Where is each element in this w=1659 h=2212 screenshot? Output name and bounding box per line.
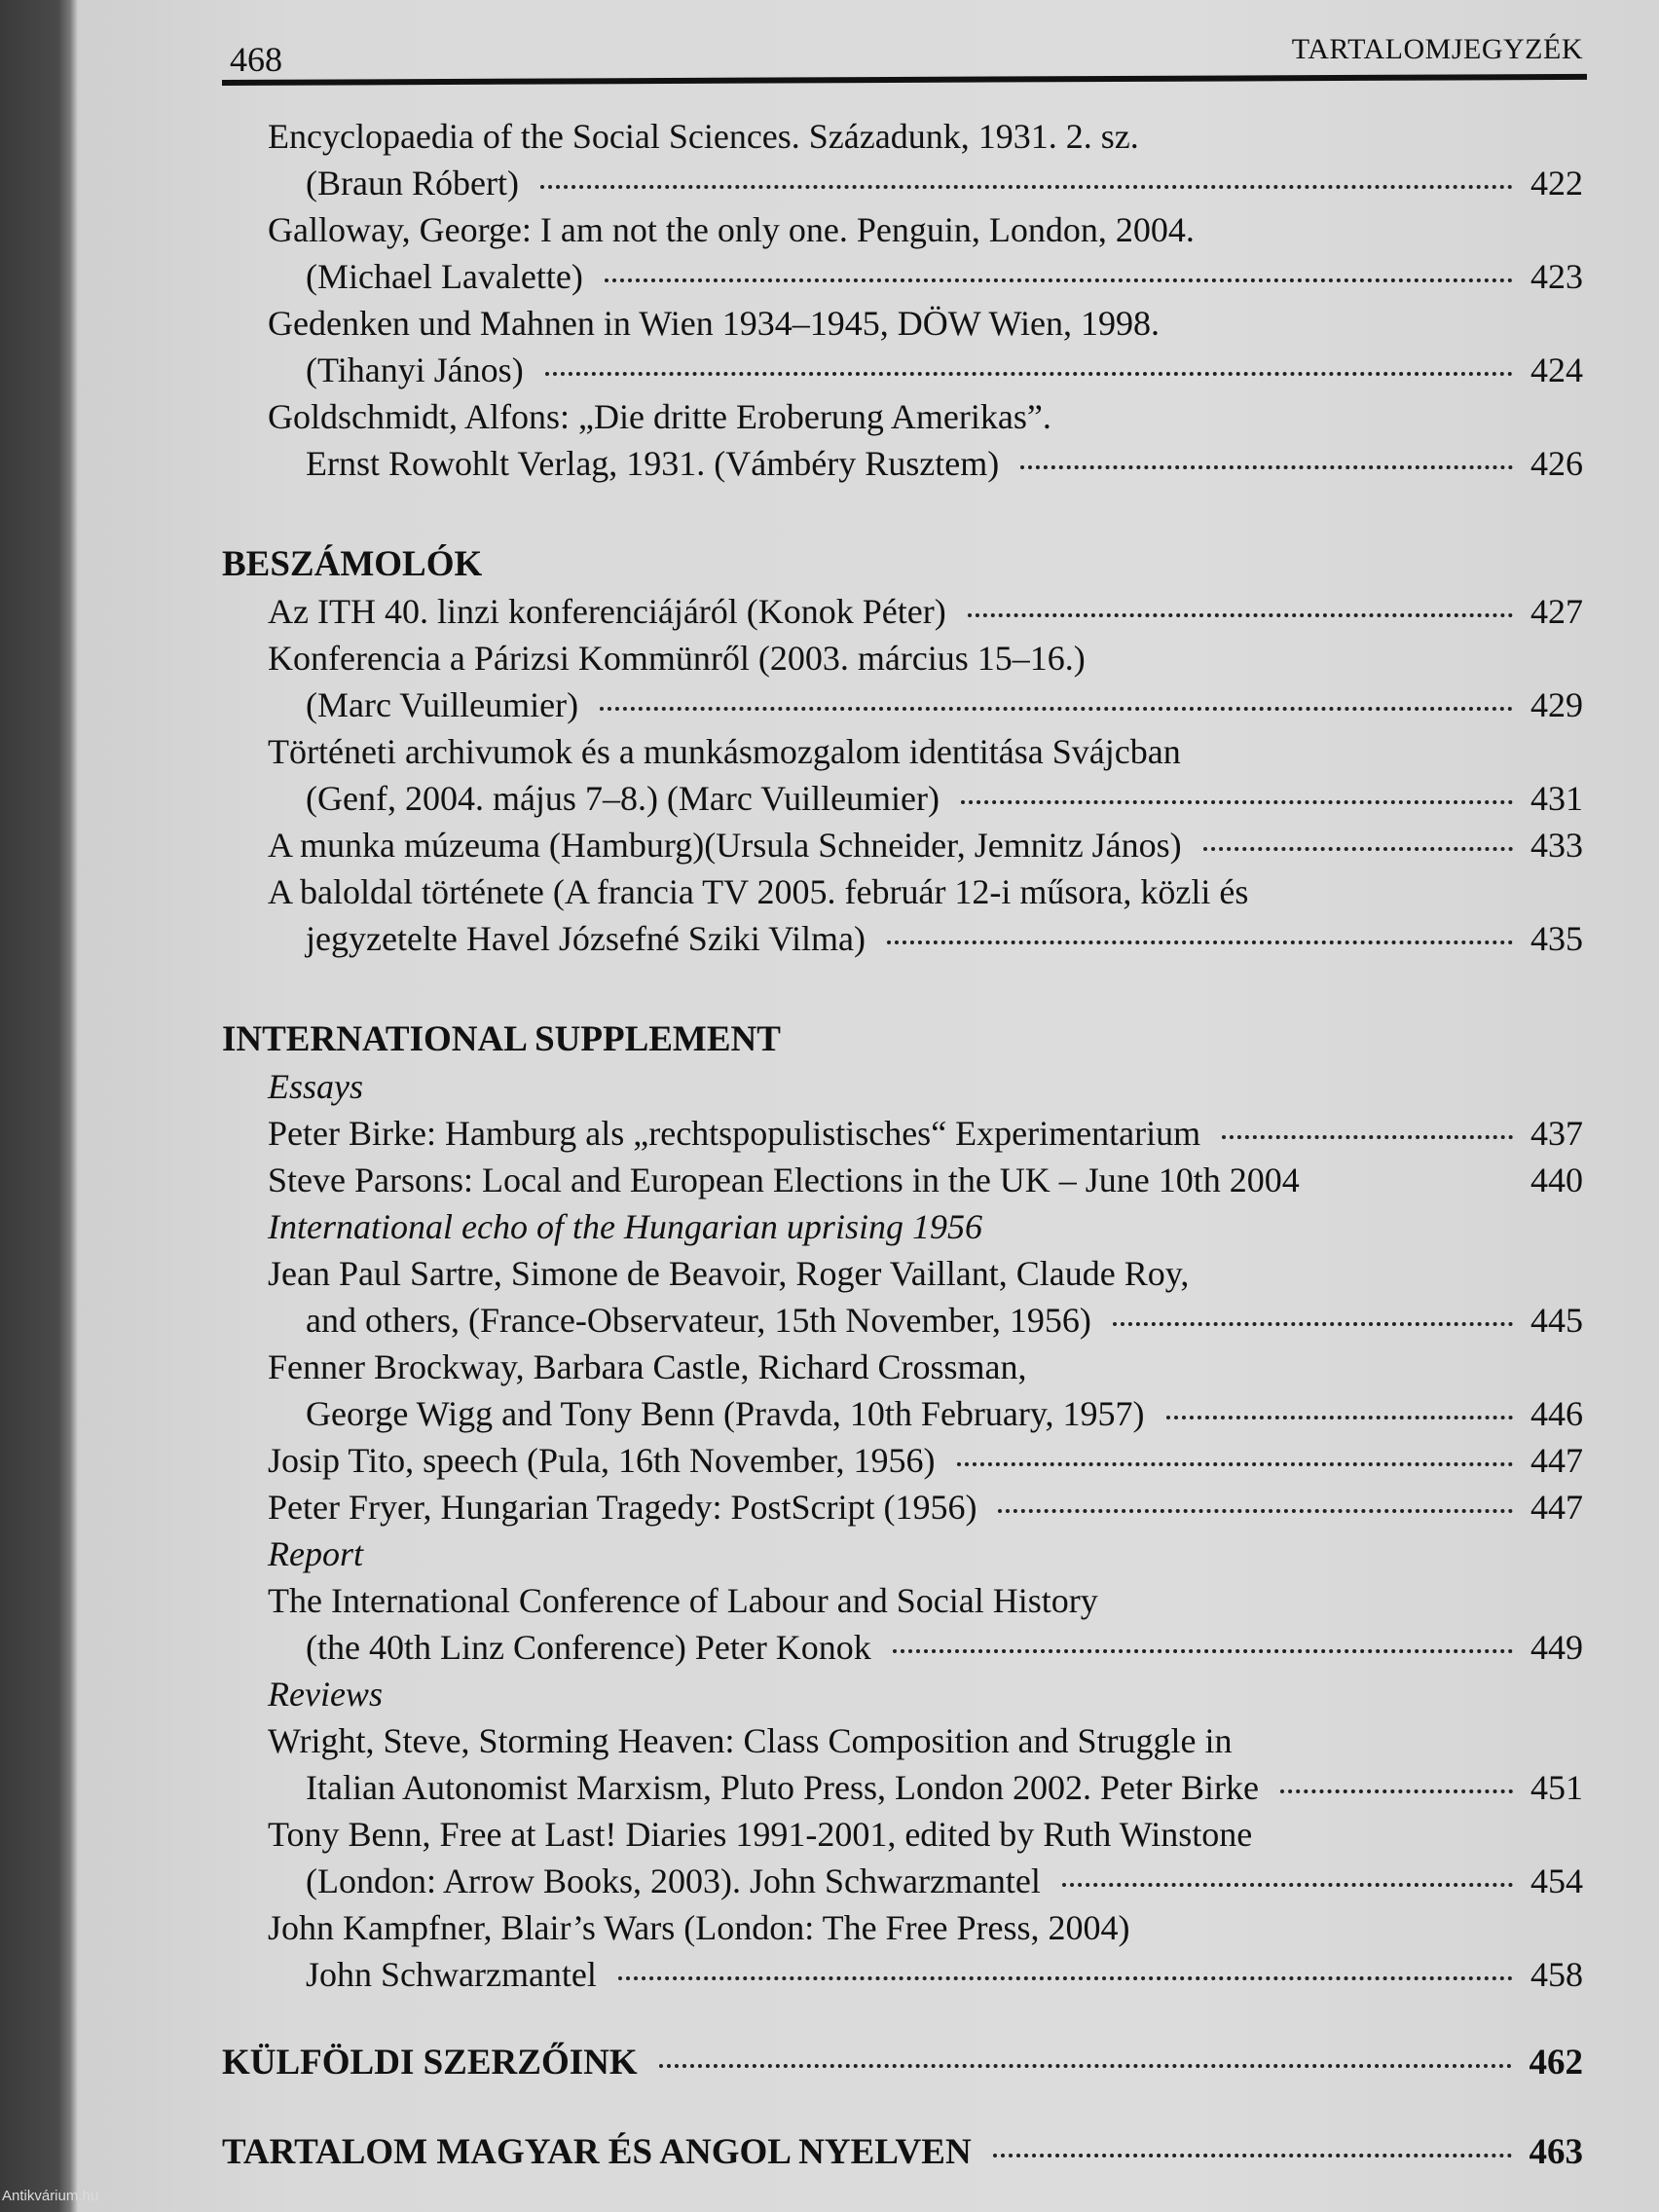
dot-leader bbox=[600, 707, 1513, 711]
toc-entry-line bbox=[222, 206, 1583, 253]
entry-text: Tony Benn, Free at Last! Diaries 1991-2001, edited by Ruth Winstone bbox=[268, 1815, 1253, 1854]
entry-text: Ernst Rowohlt Verlag, 1931. (Vámbéry Rusztem) bbox=[306, 444, 1000, 483]
toc-entry-line bbox=[222, 1297, 1583, 1344]
toc-entry-line bbox=[222, 1717, 1583, 1764]
running-title: TARTALOMJEGYZÉK bbox=[1291, 33, 1583, 65]
dot-leader bbox=[993, 2154, 1512, 2157]
entry-page: 454 bbox=[1530, 1862, 1583, 1900]
entry-text: Peter Birke: Hamburg als „rechtspopulistisches“ Experimentarium bbox=[268, 1114, 1201, 1153]
dot-leader bbox=[1280, 1789, 1513, 1793]
entry-page: 446 bbox=[1530, 1394, 1583, 1433]
entry-page: 463 bbox=[1529, 2132, 1583, 2172]
entry-text: Goldschmidt, Alfons: „Die dritte Eroberung Amerikas”. bbox=[268, 397, 1051, 436]
entry-text: A baloldal története (A francia TV 2005. február 12-i műsora, közli és bbox=[268, 872, 1249, 911]
toc-entry-line bbox=[222, 1811, 1583, 1858]
toc-entry-line bbox=[222, 1484, 1583, 1530]
toc-entry-line bbox=[222, 682, 1583, 728]
page-number: 468 bbox=[230, 40, 282, 79]
toc-entry-line bbox=[222, 160, 1583, 206]
entry-page: 447 bbox=[1530, 1441, 1583, 1480]
dot-leader bbox=[618, 1976, 1513, 1980]
entry-page: 424 bbox=[1530, 350, 1583, 389]
toc-entry-line bbox=[222, 1157, 1583, 1203]
dot-leader bbox=[961, 800, 1513, 804]
toc-entry-line bbox=[222, 728, 1583, 775]
entry-text: and others, (France-Observateur, 15th November, 1956) bbox=[306, 1301, 1091, 1340]
entry-text: John Kampfner, Blair’s Wars (London: The Free Press, 2004) bbox=[268, 1908, 1130, 1947]
toc-entry-line bbox=[222, 1390, 1583, 1437]
toc-entry-line bbox=[222, 113, 1583, 160]
entry-text: Essays bbox=[268, 1067, 363, 1106]
entry-text: (the 40th Linz Conference) Peter Konok bbox=[306, 1628, 871, 1667]
entry-text: Encyclopaedia of the Social Sciences. Századunk, 1931. 2. sz. bbox=[268, 117, 1139, 156]
toc-entry-line bbox=[222, 1437, 1583, 1484]
toc-entry-line bbox=[222, 1951, 1583, 1998]
dot-leader bbox=[659, 2064, 1512, 2068]
entry-text: INTERNATIONAL SUPPLEMENT bbox=[222, 1019, 781, 1059]
entry-text: Fenner Brockway, Barbara Castle, Richard Crossman, bbox=[268, 1347, 1027, 1386]
entry-text: Italian Autonomist Marxism, Pluto Press, London 2002. Peter Birke bbox=[306, 1768, 1259, 1807]
entry-text: jegyzetelte Havel Józsefné Sziki Vilma) bbox=[306, 919, 866, 958]
toc-entry-line bbox=[222, 440, 1583, 487]
entry-text: Steve Parsons: Local and European Elections in the UK – June 10th 2004 bbox=[268, 1161, 1300, 1199]
dot-leader bbox=[998, 1509, 1513, 1513]
dot-leader bbox=[887, 940, 1513, 944]
entry-text: Jean Paul Sartre, Simone de Beavoir, Roger Vaillant, Claude Roy, bbox=[268, 1254, 1190, 1293]
entry-page: 449 bbox=[1530, 1628, 1583, 1667]
entry-text: John Schwarzmantel bbox=[306, 1955, 597, 1994]
entry-page: 422 bbox=[1530, 164, 1583, 203]
entry-text: Az ITH 40. linzi konferenciájáról (Konok Péter) bbox=[268, 592, 946, 631]
entry-text: (Genf, 2004. május 7–8.) (Marc Vuilleumier) bbox=[306, 779, 940, 818]
toc-entry-line bbox=[222, 1904, 1583, 1951]
entry-page: 423 bbox=[1530, 257, 1583, 296]
entry-text: Wright, Steve, Storming Heaven: Class Composition and Struggle in bbox=[268, 1721, 1233, 1760]
watermark: Antikvárium.hu bbox=[2, 2188, 99, 2204]
entry-text: (Marc Vuilleumier) bbox=[306, 685, 579, 724]
table-of-contents bbox=[222, 113, 1583, 2176]
entry-page: 462 bbox=[1529, 2043, 1583, 2083]
section-heading bbox=[222, 1016, 1583, 1063]
entry-text: George Wigg and Tony Benn (Pravda, 10th February, 1957) bbox=[306, 1394, 1145, 1433]
toc-entry-line bbox=[222, 347, 1583, 393]
entry-text: Történeti archivumok és a munkásmozgalom identitása Svájcban bbox=[268, 732, 1181, 771]
entry-text: Josip Tito, speech (Pula, 16th November, 1956) bbox=[268, 1441, 936, 1480]
dot-leader bbox=[893, 1649, 1513, 1653]
toc-entry-line bbox=[222, 1577, 1583, 1624]
entry-text: Galloway, George: I am not the only one. Penguin, London, 2004. bbox=[268, 210, 1195, 249]
dot-leader bbox=[957, 1462, 1513, 1466]
section-heading-entry bbox=[222, 2040, 1583, 2086]
dot-leader bbox=[545, 372, 1513, 376]
dot-leader bbox=[540, 185, 1513, 189]
dot-leader bbox=[968, 613, 1513, 617]
toc-entry-line bbox=[222, 1344, 1583, 1390]
subsection-heading bbox=[222, 1530, 1583, 1577]
section-heading bbox=[222, 541, 1583, 588]
dot-leader bbox=[1222, 1135, 1513, 1139]
entry-text: KÜLFÖLDI SZERZŐINK bbox=[222, 2043, 638, 2083]
toc-entry-line bbox=[222, 822, 1583, 868]
toc-entry-line bbox=[222, 253, 1583, 300]
entry-text: (London: Arrow Books, 2003). John Schwarzmantel bbox=[306, 1862, 1041, 1900]
entry-page: 445 bbox=[1530, 1301, 1583, 1340]
dot-leader bbox=[1166, 1416, 1513, 1419]
toc-entry-line bbox=[222, 915, 1583, 962]
toc-entry-line bbox=[222, 1624, 1583, 1671]
entry-text: BESZÁMOLÓK bbox=[222, 544, 483, 584]
entry-text: Reviews bbox=[268, 1675, 383, 1714]
entry-text: (Tihanyi János) bbox=[306, 350, 524, 389]
entry-page: 437 bbox=[1530, 1114, 1583, 1153]
entry-page: 451 bbox=[1530, 1768, 1583, 1807]
toc-entry-line bbox=[222, 300, 1583, 347]
entry-page: 429 bbox=[1530, 685, 1583, 724]
section-heading-entry bbox=[222, 2129, 1583, 2176]
subsection-heading bbox=[222, 1203, 1583, 1250]
dot-leader bbox=[1203, 847, 1513, 851]
entry-page: 426 bbox=[1530, 444, 1583, 483]
header-rule bbox=[222, 74, 1587, 86]
subsection-heading bbox=[222, 1671, 1583, 1717]
toc-entry-line bbox=[222, 1858, 1583, 1904]
toc-entry-line bbox=[222, 1110, 1583, 1157]
entry-text: (Michael Lavalette) bbox=[306, 257, 583, 296]
toc-entry-line bbox=[222, 1764, 1583, 1811]
entry-page: 447 bbox=[1530, 1488, 1583, 1527]
toc-entry-line bbox=[222, 868, 1583, 915]
dot-leader bbox=[605, 278, 1513, 282]
entry-page: 458 bbox=[1530, 1955, 1583, 1994]
entry-text: Gedenken und Mahnen in Wien 1934–1945, DÖW Wien, 1998. bbox=[268, 304, 1160, 343]
toc-entry-line bbox=[222, 588, 1583, 635]
entry-page: 433 bbox=[1530, 826, 1583, 865]
entry-text: Report bbox=[268, 1534, 363, 1573]
dot-leader bbox=[1113, 1322, 1513, 1326]
entry-text: A munka múzeuma (Hamburg)(Ursula Schneider, Jemnitz János) bbox=[268, 826, 1182, 865]
entry-text: International echo of the Hungarian uprising 1956 bbox=[268, 1207, 982, 1246]
entry-page: 440 bbox=[1530, 1161, 1583, 1199]
toc-entry-line bbox=[222, 775, 1583, 822]
entry-text: Peter Fryer, Hungarian Tragedy: PostScript (1956) bbox=[268, 1488, 977, 1527]
entry-text: TARTALOM MAGYAR ÉS ANGOL NYELVEN bbox=[222, 2132, 972, 2172]
entry-page: 435 bbox=[1530, 919, 1583, 958]
toc-entry-line bbox=[222, 393, 1583, 440]
entry-text: (Braun Róbert) bbox=[306, 164, 519, 203]
entry-text: The International Conference of Labour and Social History bbox=[268, 1581, 1098, 1620]
subsection-heading bbox=[222, 1063, 1583, 1110]
entry-page: 427 bbox=[1530, 592, 1583, 631]
dot-leader bbox=[1062, 1883, 1513, 1887]
toc-entry-line bbox=[222, 635, 1583, 682]
entry-text: Konferencia a Párizsi Kommünről (2003. március 15–16.) bbox=[268, 639, 1086, 678]
dot-leader bbox=[1020, 465, 1513, 469]
toc-entry-line bbox=[222, 1250, 1583, 1297]
entry-page: 431 bbox=[1530, 779, 1583, 818]
